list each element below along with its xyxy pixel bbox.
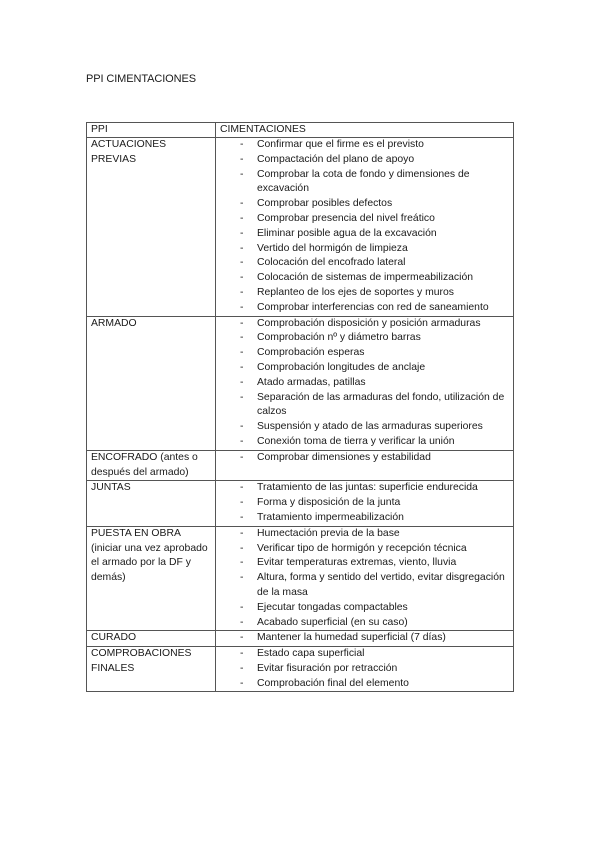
list-item-text: Ejecutar tongadas compactables xyxy=(257,601,408,613)
list-item-text: Comprobación nº y diámetro barras xyxy=(257,332,421,344)
list-item-text: Comprobación esperas xyxy=(257,347,365,359)
list-item xyxy=(216,481,509,496)
list-item xyxy=(216,496,509,511)
list-item-text: Comprobar la cota de fondo y dimensiones de excavación xyxy=(257,168,470,195)
list-item xyxy=(216,153,509,168)
header-cimentaciones: CIMENTACIONES xyxy=(216,123,514,138)
phase-cell: PUESTA EN OBRA (iniciar una vez aprobado el armado por la DF y demás) xyxy=(87,526,216,631)
list-item-text: Compactación del plano de apoyo xyxy=(257,153,415,165)
dash-bullet-icon: - xyxy=(240,317,244,329)
ppi-table xyxy=(86,122,514,692)
list-item-text: Comprobar presencia del nivel freático xyxy=(257,212,435,224)
list-item-text: Colocación del encofrado lateral xyxy=(257,257,406,269)
list-item xyxy=(216,256,509,271)
table-row xyxy=(87,450,514,481)
dash-bullet-icon: - xyxy=(240,511,244,523)
list-item xyxy=(216,286,509,301)
dash-bullet-icon: - xyxy=(240,572,244,584)
list-item xyxy=(216,376,509,391)
dash-bullet-icon: - xyxy=(240,168,244,180)
table-row xyxy=(87,316,514,450)
dash-bullet-icon: - xyxy=(240,376,244,388)
table-row xyxy=(87,481,514,526)
list-item xyxy=(216,346,509,361)
dash-bullet-icon: - xyxy=(240,227,244,239)
list-item-text: Comprobación disposición y posición armaduras xyxy=(257,317,481,329)
phase-cell: CURADO xyxy=(87,631,216,647)
list-item-text: Evitar fisuración por retracción xyxy=(257,662,398,674)
list-item-text: Vertido del hormigón de limpieza xyxy=(257,242,408,254)
dash-bullet-icon: - xyxy=(240,662,244,674)
dash-bullet-icon: - xyxy=(240,435,244,447)
table-row xyxy=(87,647,514,692)
checks-cell xyxy=(216,647,514,692)
check-list xyxy=(216,138,509,316)
list-item xyxy=(216,168,509,198)
dash-bullet-icon: - xyxy=(240,198,244,210)
list-item xyxy=(216,601,509,616)
list-item xyxy=(216,435,509,450)
list-item-text: Suspensión y atado de las armaduras superiores xyxy=(257,421,483,433)
list-item xyxy=(216,542,509,557)
list-item-text: Tratamiento impermeabilización xyxy=(257,511,404,523)
dash-bullet-icon: - xyxy=(240,451,244,463)
check-list xyxy=(216,631,509,646)
list-item xyxy=(216,271,509,286)
list-item-text: Conexión toma de tierra y verificar la unión xyxy=(257,435,455,447)
header-ppi: PPI xyxy=(87,123,216,138)
list-item-text: Verificar tipo de hormigón y recepción técnica xyxy=(257,542,467,554)
list-item-text: Altura, forma y sentido del vertido, evitar disgregación de la masa xyxy=(257,572,505,598)
list-item xyxy=(216,662,509,677)
list-item-text: Comprobar interferencias con red de saneamiento xyxy=(257,301,489,313)
dash-bullet-icon: - xyxy=(240,497,244,509)
dash-bullet-icon: - xyxy=(240,557,244,569)
list-item-text: Comprobar posibles defectos xyxy=(257,198,393,210)
list-item-text: Comprobación final del elemento xyxy=(257,677,409,689)
dash-bullet-icon: - xyxy=(240,391,244,403)
list-item-text: Humectación previa de la base xyxy=(257,527,400,539)
dash-bullet-icon: - xyxy=(240,332,244,344)
list-item xyxy=(216,677,509,692)
dash-bullet-icon: - xyxy=(240,601,244,613)
check-list xyxy=(216,481,509,525)
dash-bullet-icon: - xyxy=(240,482,244,494)
list-item-text: Atado armadas, patillas xyxy=(257,376,366,388)
list-item xyxy=(216,527,509,542)
list-item xyxy=(216,227,509,242)
dash-bullet-icon: - xyxy=(240,242,244,254)
list-item-text: Evitar temperaturas extremas, viento, lluvia xyxy=(257,557,457,569)
list-item xyxy=(216,451,509,466)
list-item xyxy=(216,616,509,631)
checks-cell xyxy=(216,138,514,317)
checks-cell xyxy=(216,450,514,481)
list-item-text: Comprobación longitudes de anclaje xyxy=(257,361,426,373)
page-title: PPI CIMENTACIONES xyxy=(86,73,196,85)
list-item-text: Eliminar posible agua de la excavación xyxy=(257,227,437,239)
list-item xyxy=(216,331,509,346)
list-item-text: Comprobar dimensiones y estabilidad xyxy=(257,451,431,463)
list-item xyxy=(216,571,509,601)
dash-bullet-icon: - xyxy=(240,347,244,359)
check-list xyxy=(216,647,509,691)
list-item xyxy=(216,361,509,376)
phase-cell: ENCOFRADO (antes o después del armado) xyxy=(87,450,216,481)
list-item-text: Colocación de sistemas de impermeabilización xyxy=(257,272,473,284)
dash-bullet-icon: - xyxy=(240,257,244,269)
checks-cell xyxy=(216,481,514,526)
list-item xyxy=(216,391,509,421)
dash-bullet-icon: - xyxy=(240,361,244,373)
checks-cell xyxy=(216,316,514,450)
phase-cell: ACTUACIONES PREVIAS xyxy=(87,138,216,317)
dash-bullet-icon: - xyxy=(240,272,244,284)
list-item-text: Confirmar que el firme es el previsto xyxy=(257,139,424,150)
dash-bullet-icon: - xyxy=(240,648,244,660)
list-item xyxy=(216,420,509,435)
dash-bullet-icon: - xyxy=(240,212,244,224)
check-list xyxy=(216,451,509,466)
phase-cell: COMPROBACIONES FINALES xyxy=(87,647,216,692)
dash-bullet-icon: - xyxy=(240,153,244,165)
list-item xyxy=(216,631,509,646)
list-item xyxy=(216,511,509,526)
list-item xyxy=(216,242,509,257)
dash-bullet-icon: - xyxy=(240,677,244,689)
list-item xyxy=(216,138,509,153)
list-item xyxy=(216,301,509,316)
table-header-row xyxy=(87,123,514,138)
table-row xyxy=(87,138,514,317)
check-list xyxy=(216,527,509,631)
dash-bullet-icon: - xyxy=(240,527,244,539)
dash-bullet-icon: - xyxy=(240,542,244,554)
list-item xyxy=(216,647,509,662)
dash-bullet-icon: - xyxy=(240,139,244,150)
phase-cell: JUNTAS xyxy=(87,481,216,526)
list-item xyxy=(216,197,509,212)
list-item-text: Mantener la humedad superficial (7 días) xyxy=(257,632,446,644)
dash-bullet-icon: - xyxy=(240,616,244,628)
checks-cell xyxy=(216,526,514,631)
list-item-text: Replanteo de los ejes de soportes y muros xyxy=(257,286,454,298)
table-row xyxy=(87,526,514,631)
table-row xyxy=(87,631,514,647)
check-list xyxy=(216,317,509,450)
list-item xyxy=(216,317,509,332)
dash-bullet-icon: - xyxy=(240,286,244,298)
list-item-text: Forma y disposición de la junta xyxy=(257,497,401,509)
list-item xyxy=(216,212,509,227)
dash-bullet-icon: - xyxy=(240,301,244,313)
dash-bullet-icon: - xyxy=(240,421,244,433)
dash-bullet-icon: - xyxy=(240,632,244,644)
list-item-text: Estado capa superficial xyxy=(257,648,365,660)
checks-cell xyxy=(216,631,514,647)
list-item-text: Separación de las armaduras del fondo, utilización de calzos xyxy=(257,391,505,418)
phase-cell: ARMADO xyxy=(87,316,216,450)
list-item xyxy=(216,556,509,571)
list-item-text: Acabado superficial (en su caso) xyxy=(257,616,408,628)
list-item-text: Tratamiento de las juntas: superficie endurecida xyxy=(257,482,478,494)
